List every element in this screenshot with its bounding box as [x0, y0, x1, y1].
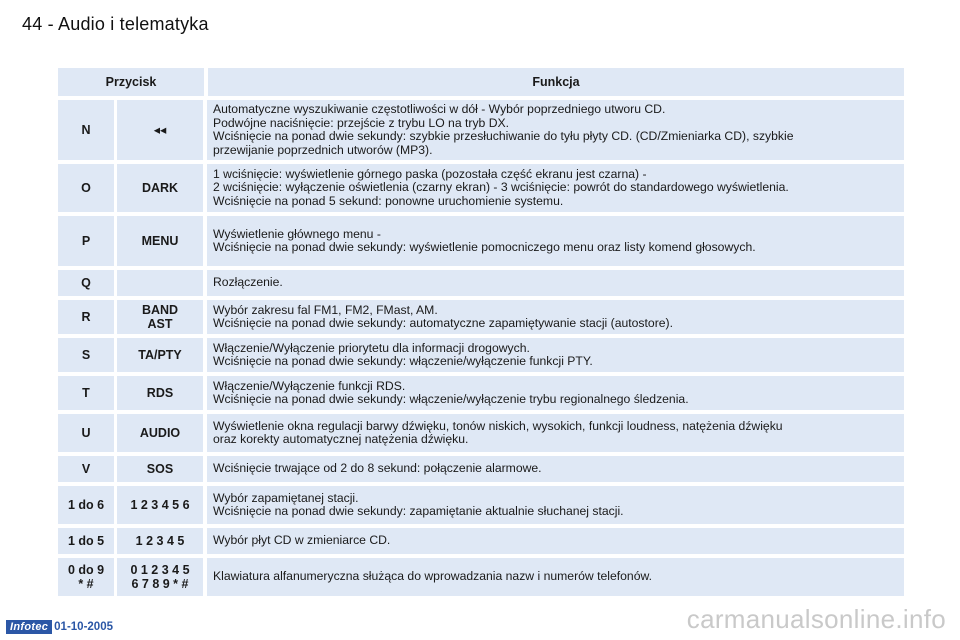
row-key: 0 do 9 * # [58, 558, 114, 596]
function-line: 2 wciśnięcie: wyłączenie oświetlenia (czarny ekran) - 3 wciśnięcie: powrót do standardowego wyświetlenia. [213, 180, 789, 195]
row-function [207, 216, 904, 266]
table-row [58, 528, 904, 554]
row-key: O [58, 164, 114, 212]
row-key: P [58, 216, 114, 266]
row-button-label: BAND AST [117, 300, 203, 334]
row-function [207, 376, 904, 410]
function-line: Wyświetlenie okna regulacji barwy dźwięku, tonów niskich, wysokich, funkcji loudness, natężenia dźwięku [213, 418, 783, 433]
row-button-label: 1 2 3 4 5 6 [117, 486, 203, 524]
function-line: Włączenie/Wyłączenie funkcji RDS. [213, 378, 406, 393]
table-row [58, 164, 904, 212]
table-row [58, 376, 904, 410]
function-line: Wciśnięcie na ponad dwie sekundy: szybkie przesłuchiwanie do tyłu płyty CD. (CD/Zmieniarka CD), szybkie [213, 129, 794, 143]
table-row [58, 216, 904, 266]
function-line: Wciśnięcie na ponad 5 sekund: ponowne uruchomienie systemu. [213, 193, 564, 208]
function-line: oraz korekty automatycznej natężenia dźwięku. [213, 432, 469, 446]
function-line: Wciśnięcie na ponad dwie sekundy: włączenie/wyłączenie trybu regionalnego śledzenia. [213, 392, 689, 406]
row-button-label: ◂◂ [117, 100, 203, 160]
row-button-label: SOS [117, 456, 203, 482]
row-key: N [58, 100, 114, 160]
footer [6, 620, 113, 634]
row-function [207, 164, 904, 212]
row-function [207, 558, 904, 596]
table-row [58, 558, 904, 596]
function-line: Wybór zapamiętanej stacji. [213, 490, 359, 505]
button-function-table [58, 68, 904, 600]
row-function [207, 486, 904, 524]
table-row [58, 270, 904, 296]
watermark: carmanualsonline.info [686, 604, 946, 634]
function-line: Włączenie/Wyłączenie priorytetu dla informacji drogowych. [213, 340, 530, 355]
function-line: Wybór płyt CD w zmieniarce CD. [213, 533, 391, 548]
function-line: Automatyczne wyszukiwanie częstotliwości w dół - Wybór poprzedniego utworu CD. [213, 102, 666, 116]
function-line: Wciśnięcie na ponad dwie sekundy: wyświetlenie pomocniczego menu oraz listy komend głosowych. [213, 240, 756, 254]
row-key: T [58, 376, 114, 410]
infotec-logo: Infotec [6, 620, 52, 634]
table-row [58, 456, 904, 482]
function-line: Wciśnięcie na ponad dwie sekundy: włączenie/wyłączenie funkcji PTY. [213, 354, 593, 368]
row-button-label: DARK [117, 164, 203, 212]
row-key: 1 do 6 [58, 486, 114, 524]
row-function [207, 300, 904, 334]
row-function [207, 270, 904, 296]
row-key: S [58, 338, 114, 372]
table-header-row [58, 68, 904, 96]
function-line: 1 wciśnięcie: wyświetlenie górnego paska (pozostała część ekranu jest czarna) - [213, 166, 647, 181]
row-function [207, 100, 904, 160]
function-line: Wciśnięcie na ponad dwie sekundy: zapamiętanie aktualnie słuchanej stacji. [213, 504, 624, 518]
row-button-label: MENU [117, 216, 203, 266]
table-row [58, 414, 904, 452]
function-line: Wciśnięcie trwające od 2 do 8 sekund: połączenie alarmowe. [213, 461, 542, 476]
row-key: 1 do 5 [58, 528, 114, 554]
function-line: Klawiatura alfanumeryczna służąca do wprowadzania nazw i numerów telefonów. [213, 569, 652, 584]
row-key: V [58, 456, 114, 482]
function-line: Wyświetlenie głównego menu - [213, 226, 381, 241]
row-function [207, 456, 904, 482]
function-line: Wciśnięcie na ponad dwie sekundy: automatyczne zapamiętywanie stacji (autostore). [213, 316, 673, 330]
row-button-label: AUDIO [117, 414, 203, 452]
function-line: Wybór zakresu fal FM1, FM2, FMast, AM. [213, 302, 438, 317]
page-title: 44 - Audio i telematyka [22, 14, 209, 34]
table-row [58, 100, 904, 160]
table-row [58, 486, 904, 524]
row-key: R [58, 300, 114, 334]
row-button-label: 0 1 2 3 4 5 6 7 8 9 * # [117, 558, 203, 596]
row-button-label: TA/PTY [117, 338, 203, 372]
table-row [58, 338, 904, 372]
column-header-function: Funkcja [208, 68, 904, 96]
function-line: przewijanie poprzednich utworów (MP3). [213, 142, 433, 157]
row-function [207, 414, 904, 452]
row-button-label: 1 2 3 4 5 [117, 528, 203, 554]
row-button-label: RDS [117, 376, 203, 410]
row-function [207, 528, 904, 554]
column-header-button: Przycisk [58, 68, 204, 96]
footer-date: 01-10-2005 [54, 621, 113, 633]
row-key: U [58, 414, 114, 452]
row-function [207, 338, 904, 372]
row-key: Q [58, 270, 114, 296]
row-button-label [117, 270, 203, 296]
function-line: Rozłączenie. [213, 275, 283, 290]
function-line: Podwójne naciśnięcie: przejście z trybu LO na tryb DX. [213, 115, 510, 130]
table-row [58, 300, 904, 334]
